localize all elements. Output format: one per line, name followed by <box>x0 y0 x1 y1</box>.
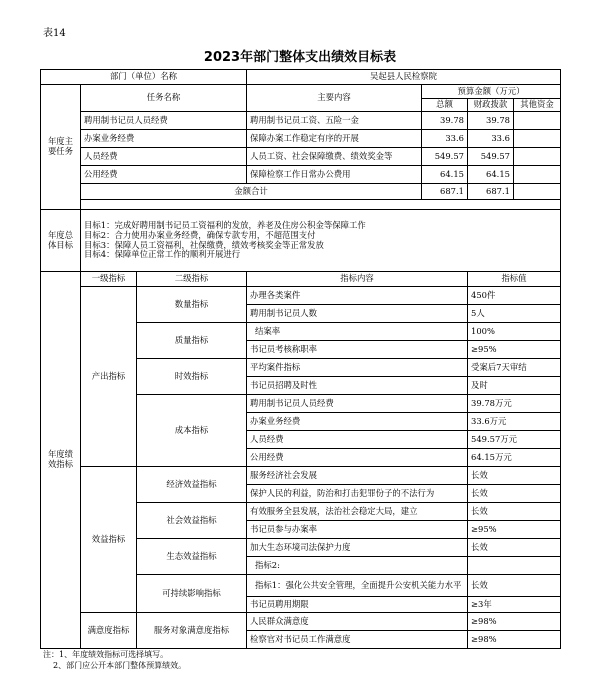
indicator-content: 服务经济社会发展 <box>247 467 468 485</box>
indicator-value: 长效 <box>468 467 561 485</box>
indicator-value: ≥3年 <box>468 597 561 613</box>
indicator-content: 聘用制书记员人数 <box>247 305 468 323</box>
indicator-value: 39.78万元 <box>468 395 561 413</box>
sum-label: 金额合计 <box>81 184 422 200</box>
indicator-value: 长效 <box>468 503 561 521</box>
indicator-value: 及时 <box>468 377 561 395</box>
indicators-label: 年度绩效指标 <box>41 272 81 649</box>
quality-indicator-label: 质量指标 <box>137 323 247 359</box>
indicator-content: 书记员聘用期限 <box>247 597 468 613</box>
indicators-header-row <box>41 272 561 287</box>
indicator-content: 书记员招聘及时性 <box>247 377 468 395</box>
economic-indicator-label: 经济效益指标 <box>137 467 247 503</box>
timeliness-indicator-label: 时效指标 <box>137 359 247 395</box>
indicator-value-header: 指标值 <box>468 272 561 287</box>
task-other <box>514 148 561 166</box>
indicator-row <box>41 613 561 631</box>
indicator-value: 450件 <box>468 287 561 305</box>
task-other <box>514 130 561 148</box>
indicator-value: 64.15万元 <box>468 449 561 467</box>
indicator-content: 办理各类案件 <box>247 287 468 305</box>
indicator-value: 长效 <box>468 575 561 597</box>
task-name: 聘用制书记员人员经费 <box>81 112 247 130</box>
blank-row <box>81 200 561 210</box>
indicator-content: 书记员考核称职率 <box>247 341 468 359</box>
task-fiscal: 549.57 <box>468 148 514 166</box>
task-fiscal: 64.15 <box>468 166 514 184</box>
benefit-indicator-label: 效益指标 <box>81 467 137 613</box>
task-row <box>41 130 561 148</box>
sum-total: 687.1 <box>422 184 468 200</box>
task-fiscal: 39.78 <box>468 112 514 130</box>
indicator-content: 公用经费 <box>247 449 468 467</box>
indicator-value: 长效 <box>468 485 561 503</box>
satisfaction-indicator-label: 满意度指标 <box>81 613 137 649</box>
task-total: 33.6 <box>422 130 468 148</box>
indicator-value: 长效 <box>468 539 561 557</box>
indicator-content: 人员经费 <box>247 431 468 449</box>
social-indicator-label: 社会效益指标 <box>137 503 247 539</box>
task-total: 64.15 <box>422 166 468 184</box>
indicator-content: 保护人民的利益，防治和打击犯罪份子的不法行为 <box>247 485 468 503</box>
quantity-indicator-label: 数量指标 <box>137 287 247 323</box>
task-total: 39.78 <box>422 112 468 130</box>
annual-tasks-label: 年度主要任务 <box>41 85 81 210</box>
performance-target-table <box>40 69 561 649</box>
goals-row <box>41 210 561 272</box>
indicator-content: 指标1：强化公共安全管理，全面提升公安机关能力水平 <box>247 575 468 597</box>
task-content: 人员工资、社会保障缴费、绩效奖金等 <box>247 148 422 166</box>
footnotes <box>43 650 186 672</box>
task-content: 聘用制书记员工资、五险一金 <box>247 112 422 130</box>
output-indicator-label: 产出指标 <box>81 287 137 467</box>
indicator-content: 检察官对书记员工作满意度 <box>247 631 468 649</box>
annual-goals-label: 年度总体目标 <box>41 210 81 272</box>
indicator-value: 5人 <box>468 305 561 323</box>
goal-item: 目标3：保障人员工资福利，社保缴费，绩效考核奖金等正常发放 <box>84 239 324 250</box>
footnote: 2、部门应公开本部门整体预算绩效。 <box>53 660 187 670</box>
indicator-content: 结案率 <box>247 323 468 341</box>
dept-value: 吴起县人民检察院 <box>247 70 561 85</box>
task-row <box>41 148 561 166</box>
total-header: 总额 <box>422 99 468 112</box>
indicator-row <box>41 467 561 485</box>
task-content: 保障检察工作日常办公费用 <box>247 166 422 184</box>
task-name: 办案业务经费 <box>81 130 247 148</box>
indicator-content: 聘用制书记员人员经费 <box>247 395 468 413</box>
fiscal-header: 财政拨款 <box>468 99 514 112</box>
task-row <box>41 112 561 130</box>
goal-item: 目标1：完成好聘用制书记员工资福利的发放，养老及住房公积金等保障工作 <box>84 220 366 231</box>
task-name-header: 任务名称 <box>81 85 247 112</box>
task-other <box>514 166 561 184</box>
table-number: 表14 <box>43 28 66 39</box>
indicator-content: 人民群众满意度 <box>247 613 468 631</box>
sustain-indicator-label: 可持续影响指标 <box>137 575 247 613</box>
footnote: 注：1、年度绩效指标可选择填写。 <box>43 650 169 659</box>
page-title: 2023年部门整体支出绩效目标表 <box>203 50 397 65</box>
task-total: 549.57 <box>422 148 468 166</box>
indicator-value: ≥98% <box>468 613 561 631</box>
task-other <box>514 112 561 130</box>
level1-header: 一级指标 <box>81 272 137 287</box>
indicator-value: ≥95% <box>468 341 561 359</box>
dept-row <box>41 70 561 85</box>
indicator-content-header: 指标内容 <box>247 272 468 287</box>
goal-item: 目标4：保障单位正常工作的顺利开展进行 <box>84 249 241 260</box>
cost-indicator-label: 成本指标 <box>137 395 247 467</box>
sum-other <box>514 184 561 200</box>
indicator-row <box>41 287 561 305</box>
indicator-content: 平均案件指标 <box>247 359 468 377</box>
indicator-content: 指标2: <box>247 557 468 575</box>
indicator-value: 100% <box>468 323 561 341</box>
indicator-value: 33.6万元 <box>468 413 561 431</box>
indicator-value: ≥98% <box>468 631 561 649</box>
indicator-value: 受案后7天审结 <box>468 359 561 377</box>
indicator-content: 办案业务经费 <box>247 413 468 431</box>
indicator-content: 书记员参与办案率 <box>247 521 468 539</box>
tasks-header-row <box>41 85 561 99</box>
indicator-value: ≥95% <box>468 521 561 539</box>
budget-header: 预算金额（万元） <box>422 85 561 99</box>
indicator-content: 加大生态环境司法保护力度 <box>247 539 468 557</box>
goal-item: 目标2：合力使用办案业务经费，确保专款专用，不超范围支付 <box>84 229 316 240</box>
task-content: 保障办案工作稳定有序的开展 <box>247 130 422 148</box>
spacer-row <box>41 200 561 210</box>
task-content-header: 主要内容 <box>247 85 422 112</box>
other-header: 其他资金 <box>514 99 561 112</box>
sum-fiscal: 687.1 <box>468 184 514 200</box>
indicator-value: 549.57万元 <box>468 431 561 449</box>
indicator-value <box>468 557 561 575</box>
indicator-content: 有效服务全县发展，法治社会稳定大局，建立 <box>247 503 468 521</box>
task-name: 人员经费 <box>81 148 247 166</box>
task-row <box>41 166 561 184</box>
level2-header: 二级指标 <box>137 272 247 287</box>
ecological-indicator-label: 生态效益指标 <box>137 539 247 575</box>
dept-label: 部门（单位）名称 <box>41 70 247 85</box>
service-satisfaction-label: 服务对象满意度指标 <box>137 613 247 649</box>
task-fiscal: 33.6 <box>468 130 514 148</box>
sum-row <box>41 184 561 200</box>
task-name: 公用经费 <box>81 166 247 184</box>
annual-goals-content <box>81 210 561 272</box>
